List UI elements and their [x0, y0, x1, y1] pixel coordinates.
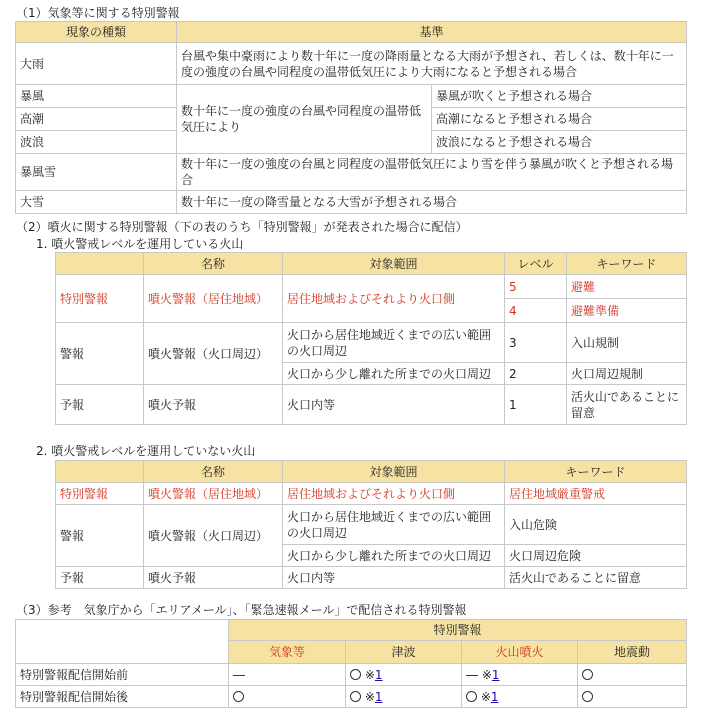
t1-level-5: 5 [505, 275, 567, 299]
criteria-high-waves: 波浪になると予想される場合 [432, 131, 687, 154]
t2-kind-warning: 警報 [56, 505, 144, 567]
t1-keyword-prepare: 避難準備 [567, 299, 687, 323]
dash-mark: ― [466, 667, 478, 682]
footnote-link[interactable]: 1 [374, 667, 383, 682]
criteria-heavy-rain: 台風や集中豪雨により数十年に一度の降雨量となる大雨が予想され、若しくは、数十年に一度の強度の台風や同程度の温帯低気圧により大雨になると予想される場合 [177, 43, 687, 85]
t3-header-blank [16, 620, 229, 664]
footnote-link[interactable]: 1 [490, 689, 499, 704]
note-mark: ※ [364, 689, 375, 704]
note-mark: ※ [364, 667, 375, 682]
volcano-nolevel-table [55, 460, 687, 589]
type-storm: 暴風 [16, 85, 177, 108]
t1-kind-warning: 警報 [56, 323, 144, 385]
header-criteria: 基準 [177, 22, 687, 43]
t3-before-earthquake [578, 664, 687, 686]
circle-mark-icon [582, 691, 593, 702]
t1-header-blank [56, 253, 144, 275]
t1-level-4: 4 [505, 299, 567, 323]
t3-col-volcano: 火山噴火 [462, 641, 578, 664]
type-high-waves: 波浪 [16, 131, 177, 154]
t1-range-warning-wide: 火口から居住地域近くまでの広い範囲の火口周辺 [283, 323, 505, 363]
criteria-snowstorm: 数十年に一度の強度の台風と同程度の温帯低気圧により雪を伴う暴風が吹くと予想される場合 [177, 154, 687, 191]
table2-title: 2. 噴火警戒レベルを運用していない火山 [36, 444, 256, 458]
circle-mark-icon [350, 669, 361, 680]
t2-header-range: 対象範囲 [283, 461, 505, 483]
circle-mark-icon [466, 691, 477, 702]
t1-range-forecast: 火口内等 [283, 385, 505, 425]
t2-name-forecast: 噴火予報 [144, 567, 283, 589]
t1-keyword-crater-restrict: 火口周辺規制 [567, 363, 687, 385]
circle-mark-icon [582, 669, 593, 680]
table1-title: 1. 噴火警戒レベルを運用している火山 [36, 237, 244, 251]
t2-keyword-forecast: 活火山であることに留意 [505, 567, 687, 589]
section2-title: （2）噴火に関する特別警報（下の表のうち「特別警報」が発表された場合に配信） [16, 220, 468, 234]
t2-range-forecast: 火口内等 [283, 567, 505, 589]
t1-header-name: 名称 [144, 253, 283, 275]
circle-mark-icon [233, 691, 244, 702]
t3-col-tsunami: 津波 [346, 641, 462, 664]
t1-kind-forecast: 予報 [56, 385, 144, 425]
t2-keyword-special: 居住地域厳重警戒 [505, 483, 687, 505]
t1-range-warning-near: 火口から少し離れた所までの火口周辺 [283, 363, 505, 385]
t3-col-weather: 気象等 [229, 641, 346, 664]
volcano-level-table [55, 252, 687, 425]
criteria-storm: 暴風が吹くと予想される場合 [432, 85, 687, 108]
weather-special-warning-table [15, 21, 687, 214]
t3-before-tsunami [346, 664, 462, 686]
t3-after-weather [229, 686, 346, 708]
t3-after-volcano [462, 686, 578, 708]
t2-kind-forecast: 予報 [56, 567, 144, 589]
t1-name-forecast: 噴火予報 [144, 385, 283, 425]
t3-row-before-label: 特別警報配信開始前 [16, 664, 229, 686]
type-heavy-snow: 大雪 [16, 191, 177, 214]
t2-kind-special: 特別警報 [56, 483, 144, 505]
criteria-shared: 数十年に一度の強度の台風や同程度の温帯低気圧により [177, 85, 432, 154]
t1-level-2: 2 [505, 363, 567, 385]
t3-after-earthquake [578, 686, 687, 708]
footnote-link[interactable]: 1 [491, 667, 500, 682]
note-mark: ※ [480, 689, 491, 704]
t1-header-level: レベル [505, 253, 567, 275]
t2-name-special: 噴火警報（居住地域） [144, 483, 283, 505]
circle-mark-icon [350, 691, 361, 702]
t3-row-after-label: 特別警報配信開始後 [16, 686, 229, 708]
criteria-heavy-snow: 数十年に一度の降雪量となる大雪が予想される場合 [177, 191, 687, 214]
t1-kind-special: 特別警報 [56, 275, 144, 323]
t1-level-1: 1 [505, 385, 567, 425]
t2-header-keyword: キーワード [505, 461, 687, 483]
dash-mark: ― [233, 667, 245, 682]
footnote-link[interactable]: 1 [374, 689, 383, 704]
section1-title: （1）気象等に関する特別警報 [16, 6, 180, 20]
header-phenomenon-type: 現象の種類 [16, 22, 177, 43]
type-snowstorm: 暴風雪 [16, 154, 177, 191]
t1-keyword-active-volcano: 活火山であることに留意 [567, 385, 687, 425]
t1-name-warning: 噴火警報（火口周辺） [144, 323, 283, 385]
t2-range-special: 居住地域およびそれより火口側 [283, 483, 505, 505]
t1-keyword-entry-restrict: 入山規制 [567, 323, 687, 363]
t2-header-blank [56, 461, 144, 483]
t3-before-volcano [462, 664, 578, 686]
t1-level-3: 3 [505, 323, 567, 363]
area-mail-table [15, 619, 687, 708]
type-high-tide: 高潮 [16, 108, 177, 131]
t1-keyword-evacuate: 避難 [567, 275, 687, 299]
t3-after-tsunami [346, 686, 462, 708]
t1-header-range: 対象範囲 [283, 253, 505, 275]
t2-range-warning-wide: 火口から居住地域近くまでの広い範囲の火口周辺 [283, 505, 505, 545]
t1-header-keyword: キーワード [567, 253, 687, 275]
t2-range-warning-near: 火口から少し離れた所までの火口周辺 [283, 545, 505, 567]
type-heavy-rain: 大雨 [16, 43, 177, 85]
section3-title: （3）参考 気象庁から「エリアメール」、「緊急速報メール」で配信される特別警報 [16, 603, 467, 617]
t2-keyword-entry-danger: 入山危険 [505, 505, 687, 545]
t2-name-warning: 噴火警報（火口周辺） [144, 505, 283, 567]
t1-name-special: 噴火警報（居住地域） [144, 275, 283, 323]
t1-range-special: 居住地域およびそれより火口側 [283, 275, 505, 323]
criteria-high-tide: 高潮になると予想される場合 [432, 108, 687, 131]
t3-header-group: 特別警報 [229, 620, 687, 641]
note-mark: ※ [481, 667, 492, 682]
t2-keyword-crater-danger: 火口周辺危険 [505, 545, 687, 567]
t2-header-name: 名称 [144, 461, 283, 483]
t3-col-earthquake: 地震動 [578, 641, 687, 664]
t3-before-weather [229, 664, 346, 686]
